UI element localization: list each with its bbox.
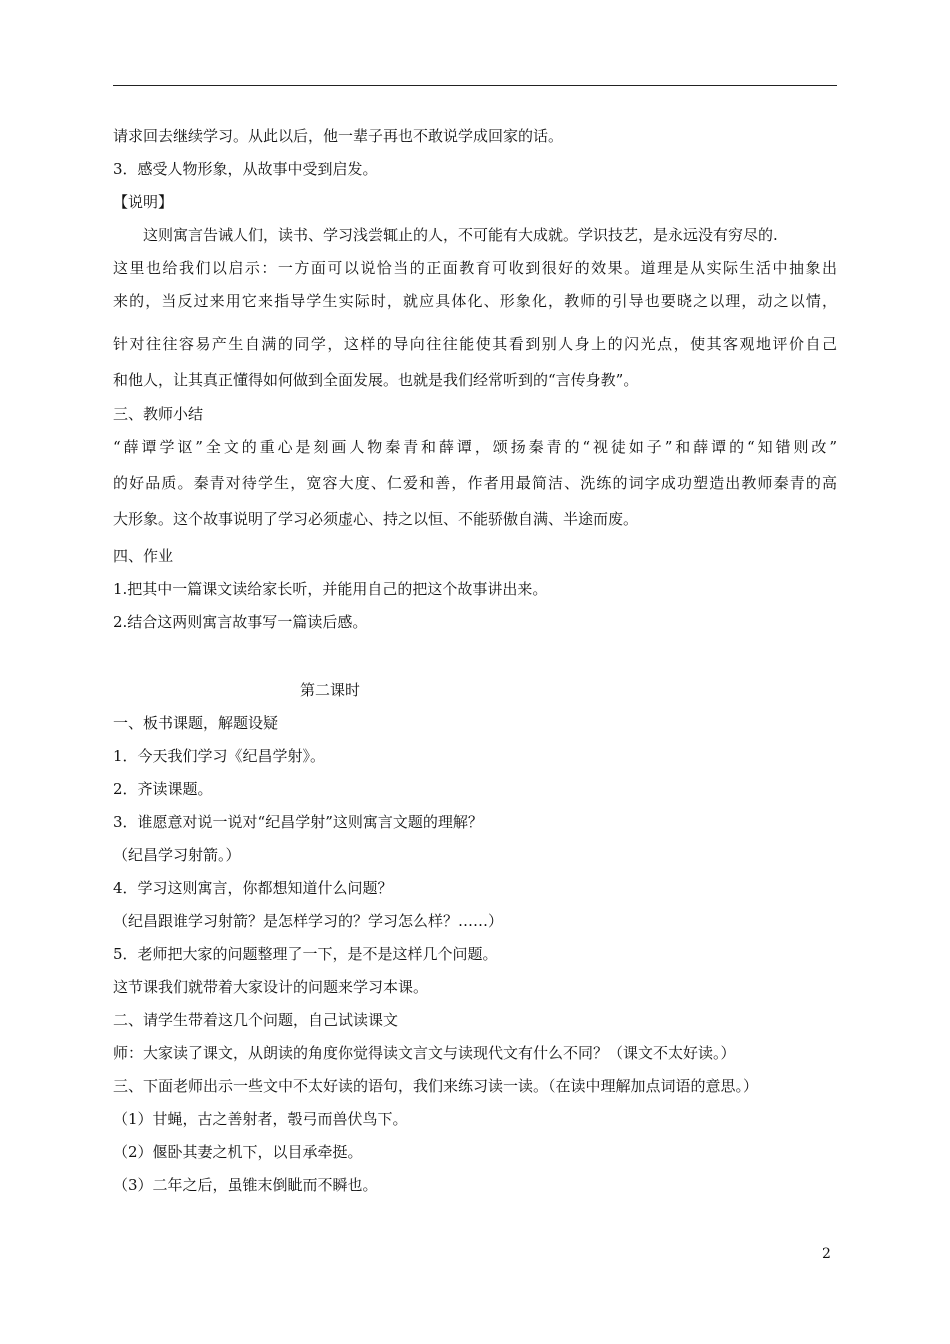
paragraph-line: 来的，当反过来用它来指导学生实际时，就应具体化、形象化，教师的引导也要晓之以理，动之以情，	[113, 292, 837, 310]
list-item: 2．齐读课题。	[113, 780, 213, 798]
paragraph-line: “薛谭学讴”全文的重心是刻画人物秦青和薛谭，颂扬秦青的“视徒如子”和薛谭的“知错则改”	[113, 438, 837, 456]
paragraph-line: 针对往往容易产生自满的同学，这样的导向往往能使其看到别人身上的闪光点，使其客观地评价自己	[113, 335, 837, 353]
list-item: 3．谁愿意对说一说对“纪昌学射”这则寓言文题的理解？	[113, 813, 483, 831]
page-number: 2	[822, 1246, 831, 1262]
list-item: 2.结合这两则寓言故事写一篇读后感。	[113, 613, 368, 631]
example-sentence: （1）甘蝇，古之善射者，彀弓而兽伏鸟下。	[113, 1110, 408, 1128]
answer-note: （纪昌学习射箭。）	[113, 846, 241, 864]
lesson-title: 第二课时	[300, 681, 361, 699]
answer-note: （纪昌跟谁学习射箭？是怎样学习的？学习怎么样？……）	[113, 912, 504, 930]
text-line: 师：大家读了课文，从朗读的角度你觉得读文言文与读现代文有什么不同？（课文不太好读。）	[113, 1044, 736, 1062]
paragraph-line: 和他人，让其真正懂得如何做到全面发展。也就是我们经常听到的“言传身教”。	[113, 371, 639, 389]
section-heading: 四、作业	[113, 547, 174, 565]
list-item: 5．老师把大家的问题整理了一下，是不是这样几个问题。	[113, 945, 498, 963]
text-line: 请求回去继续学习。从此以后，他一辈子再也不敢说学成回家的话。	[113, 127, 564, 145]
text-line: 这节课我们就带着大家设计的问题来学习本课。	[113, 978, 429, 996]
list-item: 4．学习这则寓言，你都想知道什么问题？	[113, 879, 393, 897]
paragraph-line: 大形象。这个故事说明了学习必须虚心、持之以恒、不能骄傲自满、半途而废。	[113, 510, 639, 528]
list-item: 1．今天我们学习《纪昌学射》。	[113, 747, 326, 765]
section-heading: 二、请学生带着这几个问题，自己试读课文	[113, 1011, 399, 1029]
section-label: 【说明】	[113, 193, 174, 211]
text-line: 3．感受人物形象，从故事中受到启发。	[113, 160, 378, 178]
example-sentence: （3）二年之后，虽锥末倒眦而不瞬也。	[113, 1176, 378, 1194]
list-item: 1.把其中一篇课文读给家长听，并能用自己的把这个故事讲出来。	[113, 580, 548, 598]
paragraph-line: 的好品质。秦青对待学生，宽容大度、仁爱和善，作者用最简洁、洗练的词字成功塑造出教师秦青的高	[113, 474, 837, 492]
header-rule	[113, 85, 837, 86]
paragraph-line: 这里也给我们以启示：一方面可以说恰当的正面教育可收到很好的效果。道理是从实际生活中抽象出	[113, 259, 837, 277]
paragraph-line: 这则寓言告诫人们，读书、学习浅尝辄止的人，不可能有大成就。学识技艺，是永远没有穷尽的.	[143, 226, 778, 244]
section-heading: 一、板书课题，解题设疑	[113, 714, 279, 732]
section-heading: 三、教师小结	[113, 405, 204, 423]
example-sentence: （2）偃卧其妻之机下，以目承牵挺。	[113, 1143, 363, 1161]
section-heading: 三、下面老师出示一些文中不太好读的语句，我们来练习读一读。（在读中理解加点词语的意思。）	[113, 1077, 759, 1095]
